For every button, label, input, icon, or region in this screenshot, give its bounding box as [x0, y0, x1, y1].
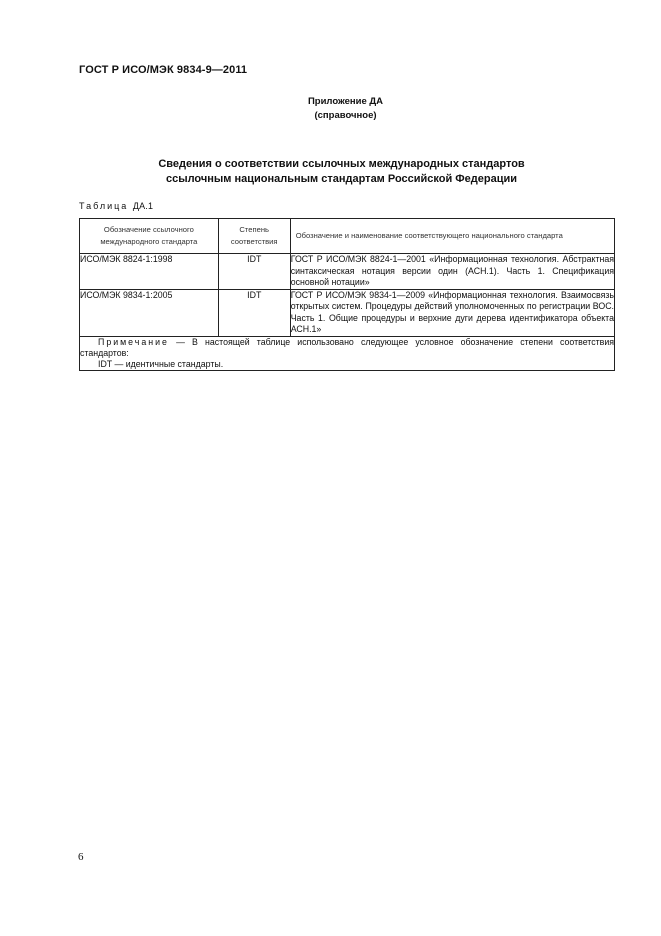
- cell-national-standard: ГОСТ Р ИСО/МЭК 9834-1—2009 «Информационная технология. Взаимосвязь открытых систем. Процедуры действий уполномоченных по регистрации ВОС. Часть 1. Общие процедуры и верхние дуги дерева идентификатора объекта АСН.1»: [290, 289, 614, 334]
- cell-degree: IDT: [218, 254, 290, 290]
- section-title-line1: Сведения о соответствии ссылочных международных стандартов: [158, 158, 525, 170]
- page-number: 6: [78, 851, 84, 863]
- header-degree: Степень соответствия: [218, 219, 290, 254]
- table-note-row: [80, 336, 615, 370]
- note-text: — В настоящей таблице использовано следующее условное обозначение степени соответствия стандартов:: [80, 336, 614, 358]
- annex-subtitle: (справочное): [314, 110, 377, 121]
- table-caption: [79, 201, 153, 211]
- note-idt-line: IDT — идентичные стандарты.: [98, 358, 224, 369]
- cell-intl-standard: ИСО/МЭК 8824-1:1998: [80, 254, 219, 290]
- table-header-row: [80, 219, 615, 254]
- table-caption-prefix: Таблица: [79, 201, 129, 211]
- note-label: Примечание: [98, 336, 169, 347]
- cell-degree: IDT: [218, 289, 290, 336]
- table-row: [80, 254, 615, 290]
- standard-header: ГОСТ Р ИСО/МЭК 9834-9—2011: [79, 64, 248, 76]
- standards-table: [79, 218, 615, 371]
- table-note: [80, 336, 615, 370]
- cell-intl-standard: ИСО/МЭК 9834-1:2005: [80, 289, 219, 336]
- table-caption-number: ДА.1: [132, 201, 154, 211]
- table-row: [80, 289, 615, 336]
- section-title: [0, 157, 661, 187]
- header-national-standard: Обозначение и наименование соответствующего национального стандарта: [290, 219, 614, 254]
- annex-heading: [0, 95, 661, 123]
- section-title-line2: ссылочным национальным стандартам Российской Федерации: [165, 173, 518, 185]
- annex-title: Приложение ДА: [307, 96, 384, 107]
- header-intl-standard: Обозначение ссылочного международного стандарта: [80, 219, 219, 254]
- cell-national-standard: ГОСТ Р ИСО/МЭК 8824-1—2001 «Информационная технология. Абстрактная синтаксическая нотация версии один (АСН.1). Часть 1. Спецификация основной нотации»: [290, 254, 614, 287]
